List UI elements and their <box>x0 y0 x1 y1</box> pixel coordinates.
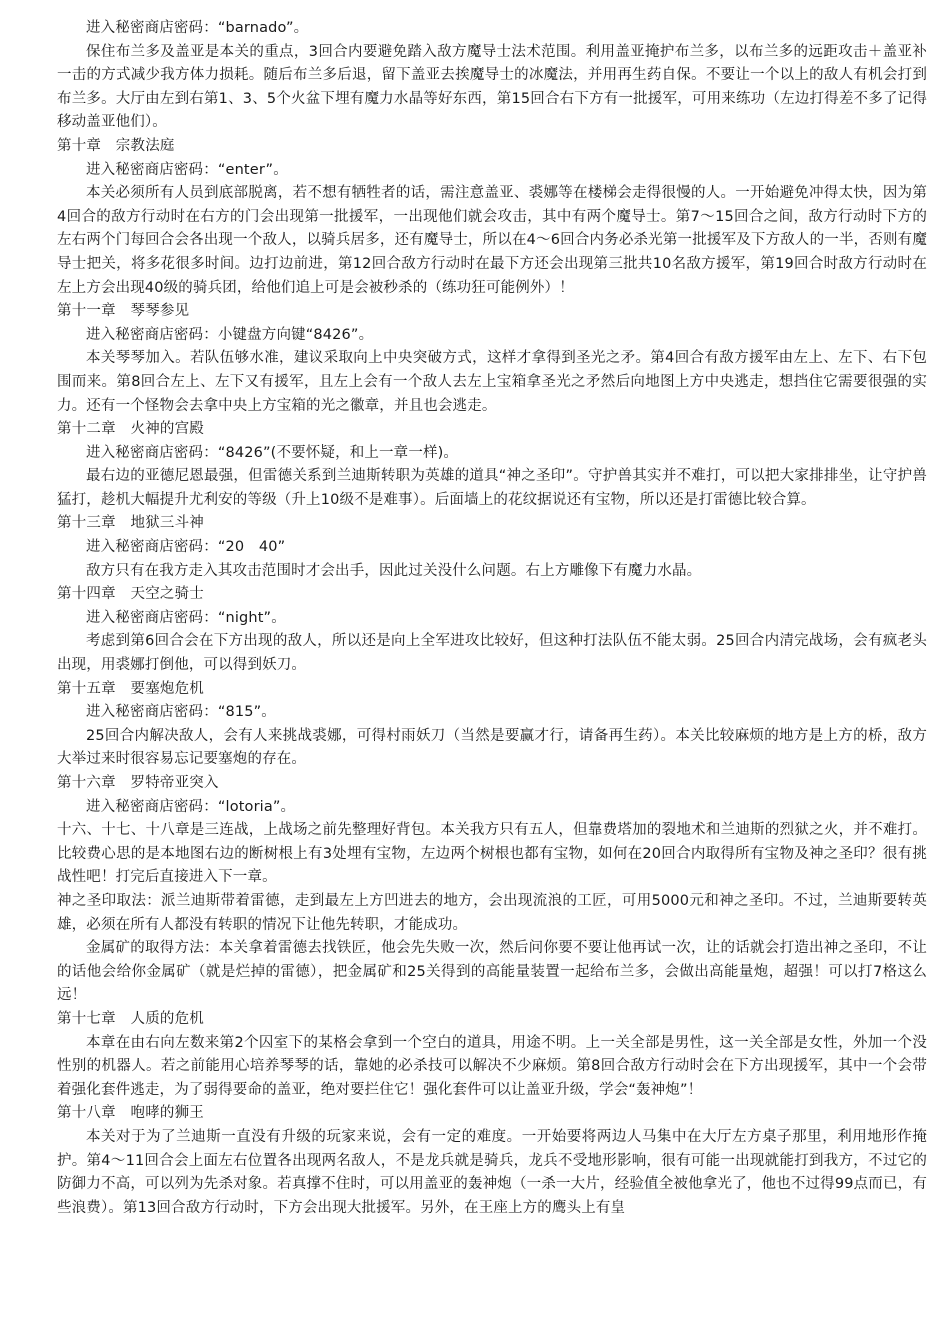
paragraph: 进入秘密商店密码：“815”。 <box>86 704 276 721</box>
paragraph: 进入秘密商店密码：“8426”(不要怀疑，和上一章一样)。 <box>86 444 459 461</box>
paragraph: 本关对于为了兰迪斯一直没有升级的玩家来说，会有一定的难度。一开始要将两边人马集中在大厅左方桌子那里，利用地形作掩护。第4～11回合会上面左右位置各出现两名敌人，不是龙兵就是骑兵，龙兵不受地形影响，很有可能一出现就能打到我方，不过它的防御力不高，可以列为先杀对象。若真撑不住时，可以用盖亚的轰神炮（一杀一大片，经验值全被他拿光了，他也不过得99点而已，有些浪费）。第13回合敌方行动时，下方会出现大批援军。另外，在王座上方的鹰头上有皇 <box>57 1128 927 1216</box>
paragraph: 进入秘密商店密码：“lotoria”。 <box>86 798 296 815</box>
paragraph: 进入秘密商店密码：“enter”。 <box>86 161 288 178</box>
paragraph: 考虑到第6回合会在下方出现的敌人，所以还是向上全军进攻比较好，但这种打法队伍不能太弱。25回合内清完战场，会有疯老头出现，用裘娜打倒他，可以得到妖刀。 <box>57 633 927 674</box>
paragraph: 本关琴琴加入。若队伍够水准，建议采取向上中央突破方式，这样才拿得到圣光之矛。第4回合有敌方援军由左上、左下、右下包围而来。第8回合左上、左下又有援军，且左上会有一个敌人去左上宝箱拿圣光之矛然后向地图上方中央逃走，想挡住它需要很强的实力。还有一个怪物会去拿中央上方宝箱的光之徽章，并且也会逃走。 <box>57 350 927 414</box>
paragraph: 十六、十七、十八章是三连战，上战场之前先整理好背包。本关我方只有五人，但靠费塔加的裂地术和兰迪斯的烈狱之火，并不难打。比较费心思的是本地图右边的断树根上有3处埋有宝物，左边两个树根也都有宝物，如何在20回合内取得所有宝物及神之圣印？很有挑战性吧！打完后直接进入下一章。 <box>57 822 927 886</box>
paragraph: 本关必须所有人员到底部脱离，若不想有牺牲者的话，需注意盖亚、裘娜等在楼梯会走得很慢的人。一开始避免冲得太快，因为第4回合的敌方行动时在右方的门会出现第一批援军，一出现他们就会攻击，其中有两个魔导士。第7～15回合之间，敌方行动时下方的左右两个门每回合会各出现一个敌人，以骑兵居多，还有魔导士，所以在4～6回合内务必杀光第一批援军及下方敌人的一半，否则有魔导士把关，将多花很多时间。边打边前进，第12回合敌方行动时在最下方还会出现第三批共10名敌方援军，第19回合时敌方行动时在左上方会出现40级的骑兵团，给他们追上可是会被秒杀的（练功狂可能例外）！ <box>57 185 927 296</box>
paragraph: 金属矿的取得方法：本关拿着雷德去找铁匠，他会先失败一次，然后问你要不要让他再试一次，让的话就会打造出神之圣印，不让的话他会给你金属矿（就是烂掉的雷德），把金属矿和25关得到的高能量装置一起给布兰多，会做出高能量炮，超强！可以打7格这么远！ <box>57 940 927 1004</box>
chapter-heading: 第十四章 天空之骑士 <box>57 586 204 603</box>
chapter-heading: 第十章 宗教法庭 <box>57 137 175 154</box>
paragraph: 敌方只有在我方走入其攻击范围时才会出手，因此过关没什么问题。右上方雕像下有魔力水晶。 <box>86 562 702 579</box>
chapter-heading: 第十一章 琴琴参见 <box>57 303 190 320</box>
paragraph: 进入秘密商店密码：“night”。 <box>86 609 286 626</box>
paragraph: 保住布兰多及盖亚是本关的重点，3回合内要避免踏入敌方魔导士法术范围。利用盖亚掩护布兰多，以布兰多的远距攻击＋盖亚补一击的方式减少我方体力损耗。随后布兰多后退，留下盖亚去挨魔导士的冰魔法，并用再生药自保。不要让一个以上的敌人有机会打到布兰多。大厅由左到右第1、3、5个火盆下埋有魔力水晶等好东西，第15回合右下方有一批援军，可用来练功（左边打得差不多了记得移动盖亚他们）。 <box>57 43 927 131</box>
chapter-heading: 第十二章 火神的宫殿 <box>57 421 204 438</box>
chapter-heading: 第十五章 要塞炮危机 <box>57 680 204 697</box>
chapter-heading: 第十七章 人质的危机 <box>57 1010 204 1027</box>
paragraph: 进入秘密商店密码：“20 40” <box>86 539 286 556</box>
paragraph: 进入秘密商店密码：小键盘方向键“8426”。 <box>86 326 374 343</box>
chapter-heading: 第十三章 地狱三斗神 <box>57 515 204 532</box>
paragraph: 进入秘密商店密码：“barnado”。 <box>86 20 309 36</box>
paragraph: 25回合内解决敌人，会有人来挑战裘娜，可得村雨妖刀（当然是要赢才行，请备再生药）。本关比较麻烦的地方是上方的桥，敌方大举过来时很容易忘记要塞炮的存在。 <box>57 727 927 768</box>
paragraph: 最右边的亚德尼恩最强，但雷德关系到兰迪斯转职为英雄的道具“神之圣印”。守护兽其实并不难打，可以把大家排排坐，让守护兽猛打，趁机大幅提升尤利安的等级（升上10级不是难事）。后面墙上的花纹据说还有宝物，所以还是打雷德比较合算。 <box>57 468 927 508</box>
document-body <box>57 17 927 1220</box>
chapter-heading: 第十八章 咆哮的狮王 <box>57 1105 204 1122</box>
paragraph: 本章在由右向左数来第2个囚室下的某格会拿到一个空白的道具，用途不明。上一关全部是男性，这一关全部是女性，外加一个没性别的机器人。若之前能用心培养琴琴的话，靠她的必杀技可以解决不少麻烦。第8回合敌方行动时会在下方出现援军，其中一个会带着强化套件逃走，为了弱得要命的盖亚，绝对要拦住它！强化套件可以让盖亚升级，学会“轰神炮”！ <box>57 1034 927 1098</box>
paragraph: 神之圣印取法：派兰迪斯带着雷德，走到最左上方凹进去的地方，会出现流浪的工匠，可用5000元和神之圣印。不过，兰迪斯要转英雄，必须在所有人都没有转职的情况下让他先转职，才能成功。 <box>57 892 927 933</box>
chapter-heading: 第十六章 罗特帝亚突入 <box>57 775 219 791</box>
